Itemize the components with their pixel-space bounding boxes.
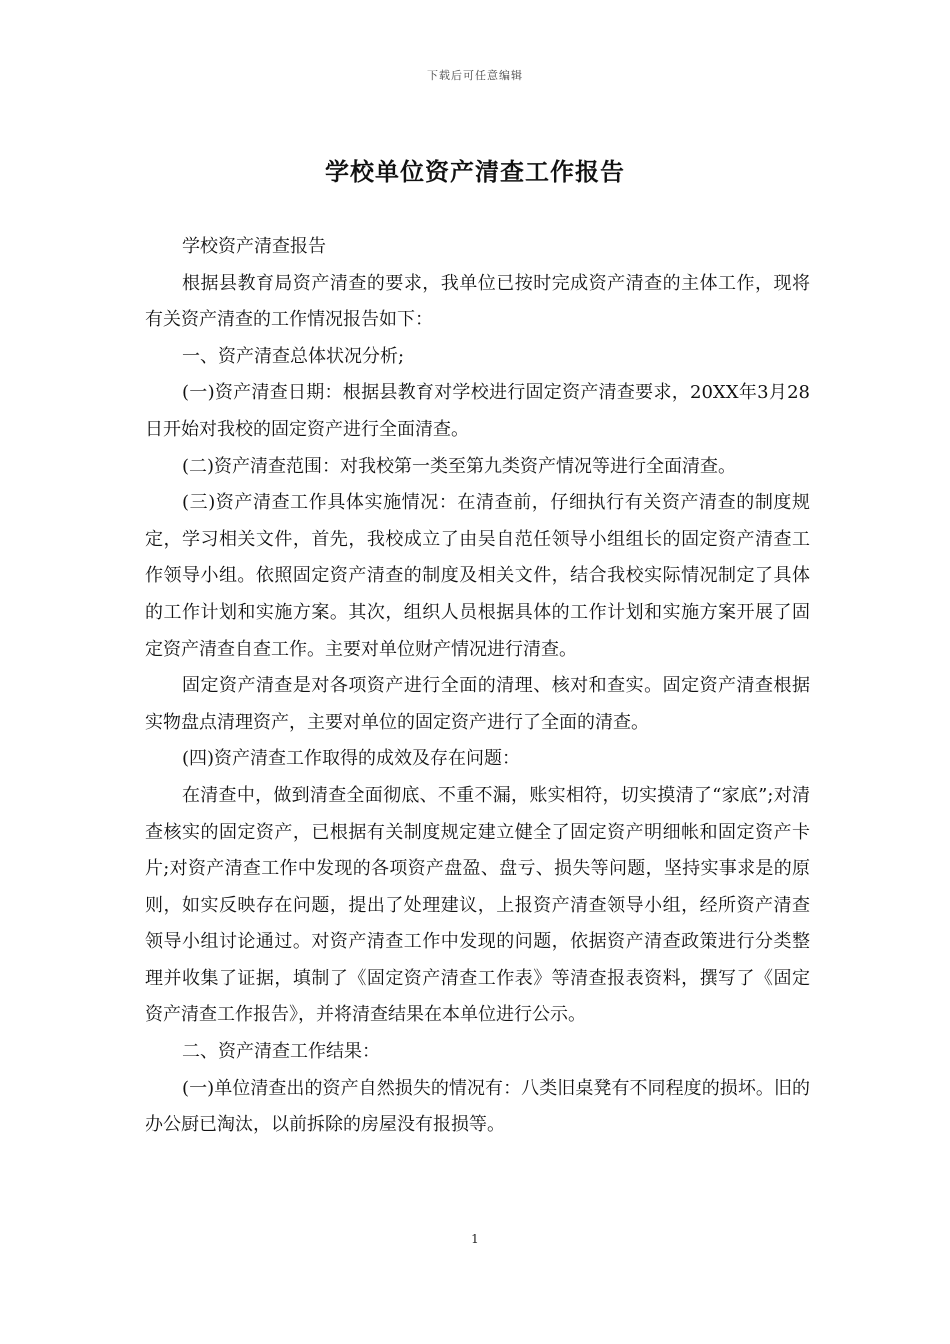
paragraph-fixed-asset-definition: 固定资产清查是对各项资产进行全面的清理、核对和查实。固定资产清查根据实物盘点清理资产，主要对单位的固定资产进行了全面的清查。 [145,675,810,733]
paragraph-section-one-heading: 一、资产清查总体状况分析; [182,345,405,367]
paragraph-report-subtitle: 学校资产清查报告 [182,236,326,257]
paragraph-intro: 根据县教育局资产清查的要求，我单位已按时完成资产清查的主体工作，现将有关资产清查的工作情况报告如下： [145,272,810,331]
paragraph-section-two-item-1: (一)单位清查出的资产自然损失的情况有：八类旧桌凳有不同程度的损坏。旧的办公厨已淘汰，以前拆除的房屋没有报损等。 [145,1077,810,1136]
document-body [145,229,810,1144]
paragraph-item-3-implementation: (三)资产清查工作具体实施情况：在清查前，仔细执行有关资产清查的制度规定，学习相关文件，首先，我校成立了由吴自范任领导小组组长的固定资产清查工作领导小组。依照固定资产清查的制度及相关文件，结合我校实际情况制定了具体的工作计划和实施方案。其次，组织人员根据具体的工作计划和实施方案开展了固定资产清查自查工作。主要对单位财产情况进行清查。 [145,492,810,660]
page-number: 1 [471,1232,479,1246]
header-note: 下载后可任意编辑 [427,69,523,82]
paragraph-item-4-heading: (四)资产清查工作取得的成效及存在问题： [182,748,521,770]
paragraph-item-1-date: (一)资产清查日期：根据县教育对学校进行固定资产清查要求，20XX年3月28日开始对我校的固定资产进行全面清查。 [145,382,810,440]
paragraph-item-2-scope: (二)资产清查范围：对我校第一类至第九类资产情况等进行全面清查。 [182,455,737,477]
paragraph-item-4-results: 在清查中，做到清查全面彻底、不重不漏，账实相符，切实摸清了“家底”;对清查核实的固定资产，已根据有关制度规定建立健全了固定资产明细帐和固定资产卡片;对资产清查工作中发现的各项资产盘盈、盘亏、损失等问题，坚持实事求是的原则，如实反映存在问题，提出了处理建议，上报资产清查领导小组，经所资产清查领导小组讨论通过。对资产清查工作中发现的问题，依据资产清查政策进行分类整理并收集了证据，填制了《固定资产清查工作表》等清查报表资料，撰写了《固定资产清查工作报告》，并将清查结果在本单位进行公示。 [145,784,810,1026]
paragraph-section-two-heading: 二、资产清查工作结果： [182,1041,380,1063]
document-title: 学校单位资产清查工作报告 [325,157,625,186]
